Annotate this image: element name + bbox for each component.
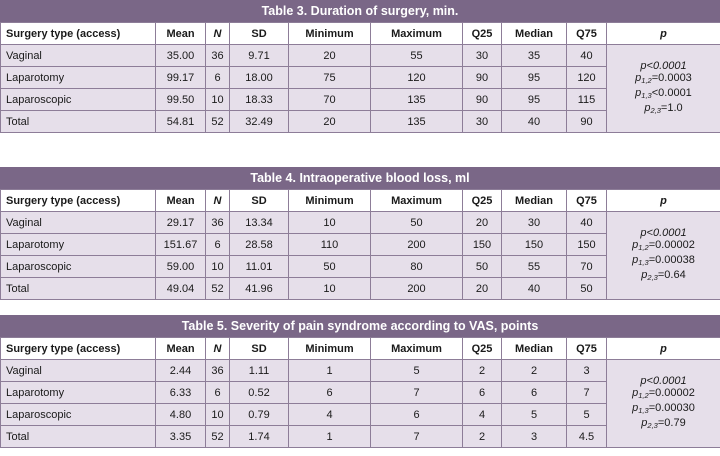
- row-label: Total: [1, 111, 156, 133]
- table-cell: 6: [206, 382, 230, 404]
- column-header: Q25: [463, 338, 502, 360]
- table-cell: 120: [567, 67, 607, 89]
- table-cell: 59.00: [156, 256, 206, 278]
- p-values-cell: [607, 360, 720, 448]
- table-cell: 150: [502, 234, 567, 256]
- table-cell: 1: [289, 426, 371, 448]
- table-cell: 3: [567, 360, 607, 382]
- data-table: [0, 22, 720, 133]
- p-values-cell: [607, 212, 720, 300]
- column-header: p: [607, 190, 720, 212]
- row-label: Total: [1, 426, 156, 448]
- table-cell: 52: [206, 426, 230, 448]
- column-header: N: [206, 23, 230, 45]
- row-label: Laparotomy: [1, 382, 156, 404]
- table-cell: 1: [289, 360, 371, 382]
- row-label: Vaginal: [1, 45, 156, 67]
- table-cell: 0.52: [230, 382, 289, 404]
- column-header: Mean: [156, 23, 206, 45]
- column-header: Minimum: [289, 338, 371, 360]
- table-cell: 40: [502, 111, 567, 133]
- table-cell: 13.34: [230, 212, 289, 234]
- table-cell: 55: [371, 45, 463, 67]
- table-cell: 2.44: [156, 360, 206, 382]
- table-cell: 95: [502, 89, 567, 111]
- row-label: Vaginal: [1, 360, 156, 382]
- table-cell: 4: [289, 404, 371, 426]
- p-overall: p<0.0001: [640, 227, 687, 239]
- table-cell: 36: [206, 360, 230, 382]
- table-cell: 6: [206, 234, 230, 256]
- table-cell: 7: [371, 382, 463, 404]
- table-cell: 6: [463, 382, 502, 404]
- table-cell: 5: [371, 360, 463, 382]
- table-cell: 90: [567, 111, 607, 133]
- p-1-3: $p_{1,3}=0.00030$: [632, 402, 695, 415]
- table-cell: 50: [567, 278, 607, 300]
- table-cell: 20: [463, 278, 502, 300]
- table-title: Table 5. Severity of pain syndrome according to VAS, points: [0, 315, 720, 337]
- column-header: SD: [230, 23, 289, 45]
- table-cell: 6: [289, 382, 371, 404]
- table-cell: 20: [289, 111, 371, 133]
- table-cell: 52: [206, 111, 230, 133]
- header-row: [1, 338, 720, 360]
- table-row: [1, 45, 720, 67]
- column-header: Q25: [463, 190, 502, 212]
- table-cell: 36: [206, 212, 230, 234]
- column-header: Maximum: [371, 190, 463, 212]
- table-cell: 18.00: [230, 67, 289, 89]
- table-cell: 50: [371, 212, 463, 234]
- table-cell: 40: [567, 212, 607, 234]
- table-title: Table 3. Duration of surgery, min.: [0, 0, 720, 22]
- table-cell: 6: [206, 67, 230, 89]
- table-5: [0, 315, 720, 448]
- table-cell: 35.00: [156, 45, 206, 67]
- column-header: Q25: [463, 23, 502, 45]
- table-cell: 80: [371, 256, 463, 278]
- row-label: Laparotomy: [1, 67, 156, 89]
- table-cell: 40: [567, 45, 607, 67]
- row-label: Laparoscopic: [1, 89, 156, 111]
- table-cell: 30: [463, 45, 502, 67]
- p-1-2: $p_{1,2}=0.00002$: [632, 387, 695, 400]
- column-header: Median: [502, 190, 567, 212]
- table-cell: 150: [463, 234, 502, 256]
- table-cell: 52: [206, 278, 230, 300]
- data-table: [0, 337, 720, 448]
- table-cell: 4.80: [156, 404, 206, 426]
- table-cell: 1.11: [230, 360, 289, 382]
- p-values-cell: [607, 45, 720, 133]
- table-cell: 135: [371, 111, 463, 133]
- column-header: Minimum: [289, 23, 371, 45]
- column-header: Surgery type (access): [1, 338, 156, 360]
- column-header: SD: [230, 338, 289, 360]
- table-cell: 9.71: [230, 45, 289, 67]
- table-title: Table 4. Intraoperative blood loss, ml: [0, 167, 720, 189]
- row-label: Laparoscopic: [1, 256, 156, 278]
- table-cell: 7: [567, 382, 607, 404]
- table-cell: 3.35: [156, 426, 206, 448]
- table-cell: 55: [502, 256, 567, 278]
- table-row: [1, 212, 720, 234]
- column-header: N: [206, 190, 230, 212]
- table-cell: 7: [371, 426, 463, 448]
- column-header: SD: [230, 190, 289, 212]
- table-cell: 90: [463, 89, 502, 111]
- table-cell: 150: [567, 234, 607, 256]
- p-overall: p<0.0001: [640, 60, 687, 72]
- table-cell: 135: [371, 89, 463, 111]
- table-cell: 110: [289, 234, 371, 256]
- table-cell: 49.04: [156, 278, 206, 300]
- column-header: N: [206, 338, 230, 360]
- table-cell: 54.81: [156, 111, 206, 133]
- row-label: Laparotomy: [1, 234, 156, 256]
- table-cell: 10: [206, 256, 230, 278]
- table-cell: 28.58: [230, 234, 289, 256]
- table-cell: 6: [371, 404, 463, 426]
- table-cell: 41.96: [230, 278, 289, 300]
- table-cell: 151.67: [156, 234, 206, 256]
- table-cell: 32.49: [230, 111, 289, 133]
- column-header: Median: [502, 23, 567, 45]
- column-header: Q75: [567, 338, 607, 360]
- table-cell: 70: [567, 256, 607, 278]
- column-header: p: [607, 23, 720, 45]
- table-cell: 10: [289, 278, 371, 300]
- column-header: Minimum: [289, 190, 371, 212]
- column-header: Median: [502, 338, 567, 360]
- column-header: Mean: [156, 338, 206, 360]
- table-cell: 5: [502, 404, 567, 426]
- table-cell: 50: [289, 256, 371, 278]
- row-label: Vaginal: [1, 212, 156, 234]
- row-label: Laparoscopic: [1, 404, 156, 426]
- column-header: Mean: [156, 190, 206, 212]
- table-cell: 6.33: [156, 382, 206, 404]
- header-row: [1, 190, 720, 212]
- header-row: [1, 23, 720, 45]
- p-2-3: $p_{2,3}=0.64$: [641, 269, 686, 282]
- table-cell: 4.5: [567, 426, 607, 448]
- p-1-3: $p_{1,3}=0.00038$: [632, 254, 695, 267]
- table-cell: 29.17: [156, 212, 206, 234]
- table-cell: 75: [289, 67, 371, 89]
- table-cell: 99.50: [156, 89, 206, 111]
- table-cell: 6: [502, 382, 567, 404]
- table-cell: 1.74: [230, 426, 289, 448]
- table-cell: 11.01: [230, 256, 289, 278]
- table-cell: 20: [289, 45, 371, 67]
- table-cell: 90: [463, 67, 502, 89]
- table-cell: 70: [289, 89, 371, 111]
- table-cell: 10: [206, 89, 230, 111]
- table-cell: 120: [371, 67, 463, 89]
- column-header: Surgery type (access): [1, 190, 156, 212]
- column-header: Q75: [567, 190, 607, 212]
- p-1-3: $p_{1,3}<0.0001$: [635, 87, 692, 100]
- table-cell: 30: [502, 212, 567, 234]
- table-cell: 200: [371, 278, 463, 300]
- table-cell: 0.79: [230, 404, 289, 426]
- p-overall: p<0.0001: [640, 375, 687, 387]
- table-cell: 30: [463, 111, 502, 133]
- table-cell: 40: [502, 278, 567, 300]
- table-cell: 35: [502, 45, 567, 67]
- table-cell: 99.17: [156, 67, 206, 89]
- column-header: Maximum: [371, 23, 463, 45]
- table-cell: 95: [502, 67, 567, 89]
- p-2-3: $p_{2,3}=1.0$: [644, 102, 683, 115]
- table-4: [0, 167, 720, 300]
- p-1-2: $p_{1,2}=0.00002$: [632, 239, 695, 252]
- table-cell: 10: [289, 212, 371, 234]
- table-cell: 3: [502, 426, 567, 448]
- table-cell: 18.33: [230, 89, 289, 111]
- table-cell: 36: [206, 45, 230, 67]
- column-header: p: [607, 338, 720, 360]
- table-cell: 4: [463, 404, 502, 426]
- table-cell: 2: [463, 360, 502, 382]
- data-table: [0, 189, 720, 300]
- table-cell: 115: [567, 89, 607, 111]
- table-cell: 2: [463, 426, 502, 448]
- table-cell: 10: [206, 404, 230, 426]
- table-cell: 50: [463, 256, 502, 278]
- table-3: [0, 0, 720, 133]
- table-row: [1, 360, 720, 382]
- table-cell: 5: [567, 404, 607, 426]
- p-2-3: $p_{2,3}=0.79$: [641, 417, 686, 430]
- column-header: Maximum: [371, 338, 463, 360]
- p-1-2: $p_{1,2}=0.0003$: [635, 72, 692, 85]
- table-cell: 2: [502, 360, 567, 382]
- column-header: Q75: [567, 23, 607, 45]
- table-cell: 200: [371, 234, 463, 256]
- column-header: Surgery type (access): [1, 23, 156, 45]
- table-cell: 20: [463, 212, 502, 234]
- row-label: Total: [1, 278, 156, 300]
